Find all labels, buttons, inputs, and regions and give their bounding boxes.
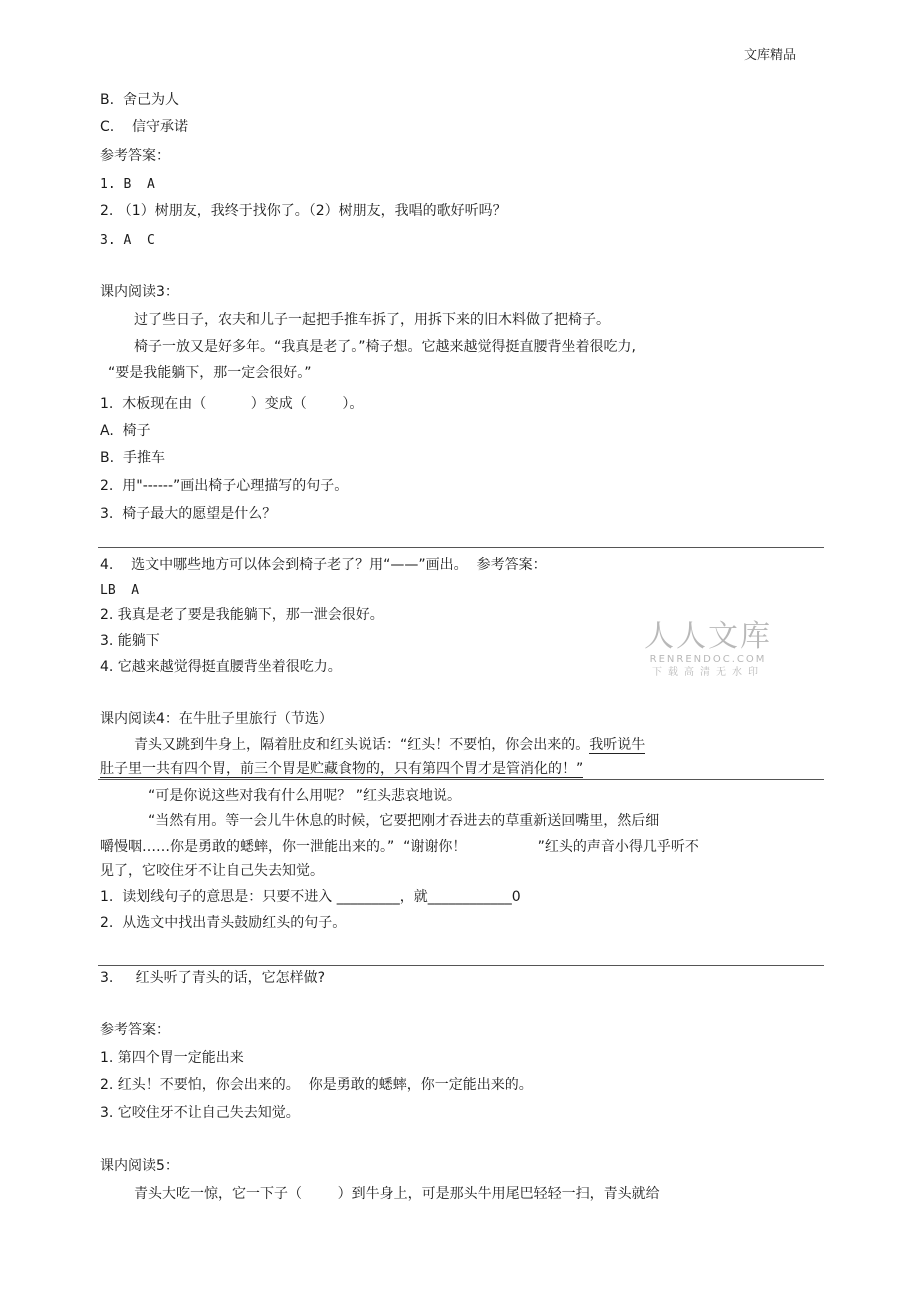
divider [98,547,824,548]
answer-line: 3. A C [100,233,155,248]
section-title-reading5: 课内阅读5： [100,1158,179,1174]
watermark-tagline: 下载高清无水印 [652,667,764,678]
watermark-title: 人人文库 [644,619,772,654]
passage-line: 过了些日子，农夫和儿子一起把手推车拆了，用拆下来的旧木料做了把椅子。 [134,312,610,328]
answer-line: 3. 它咬住牙不让自己失去知觉。 [100,1105,300,1121]
answer-line: 2. 我真是老了要是我能躺下，那一泄会很好。 [100,607,384,623]
passage-line: “可是你说这些对我有什么用呢？ ”红头悲哀地说。 [148,788,461,804]
answer-heading: 参考答案： [100,1022,170,1038]
passage-line: 嚼慢咽……你是勇敢的蟋蟀，你一泄能出来的。” “谢谢你！ ”红头的声音小得几乎听不 [100,839,699,855]
header-brand: 文库精品 [744,48,797,63]
option-b: B. 舍己为人 [100,92,179,108]
question-line: 1. 木板现在由（ ）变成（ ）。 [100,396,364,412]
question-line: 2. 用"------”画出椅子心理描写的句子。 [100,478,349,494]
question-line: 2. 从选文中找出青头鼓励红头的句子。 [100,915,347,931]
passage-line [134,736,645,754]
answer-line: LB A [100,583,140,598]
answer-line: 3. 能躺下 [100,633,160,649]
passage-line: “当然有用。等一会儿牛休息的时候，它要把刚才吞进去的草重新送回嘴里，然后细 [148,813,660,829]
question-option: A. 椅子 [100,423,151,439]
passage-line [100,760,583,778]
answer-line: 2. 红头！不要怕，你会出来的。 你是勇敢的蟋蟀，你一定能出来的。 [100,1077,533,1093]
passage-line: 见了，它咬住牙不让自己失去知觉。 [100,863,324,879]
question-option: B. 手推车 [100,450,165,466]
section-title-reading3: 课内阅读3： [100,284,179,300]
question-line: 3. 红头听了青头的话，它怎样做? [100,970,326,986]
question-line: 1. 读划线句子的意思是：只要不进入 _________，就____________0 [100,889,521,905]
section-title-reading4: 课内阅读4：在牛肚子里旅行（节选） [100,711,333,727]
answer-line: 1. B A [100,177,155,192]
underlined-sentence: 我听说牛 [589,737,646,753]
passage-line: 椅子一放又是好多年。“我真是老了。”椅子想。它越来越觉得挺直腰背坐着很吃力, [134,339,636,355]
passage-text: 青头又跳到牛身上，隔着肚皮和红头说话：“红头！不要怕，你会出来的。 [134,737,590,753]
answer-heading: 参考答案： [100,148,170,164]
underlined-sentence: 肚子里一共有四个胃，前三个胃是贮藏食物的，只有第四个胃才是管消化的！” [100,761,584,777]
passage-line: 青头大吃一惊，它一下子（ ）到牛身上，可是那头牛用尾巴轻轻一扫，青头就给 [134,1186,660,1202]
answer-line: 4. 它越来越觉得挺直腰背坐着很吃力。 [100,659,342,675]
watermark-subtitle: RENRENDOC.COM [649,654,767,665]
answer-line: 1. 第四个胃一定能出来 [100,1050,244,1066]
divider [98,779,824,780]
passage-line: “要是我能躺下，那一定会很好。” [108,365,312,381]
watermark [634,620,782,679]
option-c: C. 信守承诺 [100,119,189,135]
divider [98,965,824,966]
question-line: 4. 选文中哪些地方可以体会到椅子老了？用“——”画出。 参考答案： [100,557,547,573]
question-line: 3. 椅子最大的愿望是什么？ [100,506,277,522]
answer-line: 2. （1）树朋友，我终于找你了。（2）树朋友，我唱的歌好听吗？ [100,203,507,219]
